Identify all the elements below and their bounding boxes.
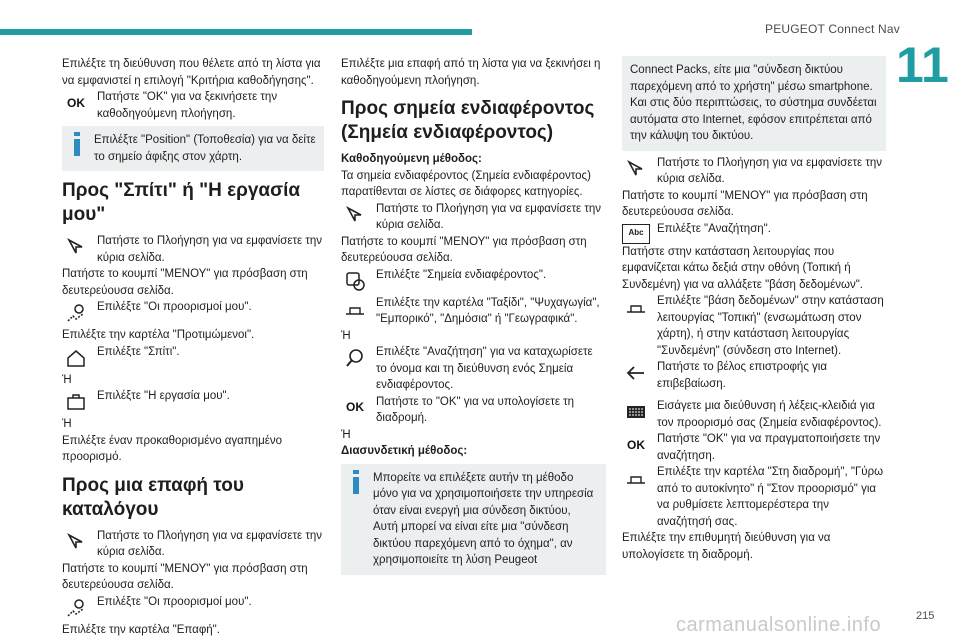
ok-button-icon: OK — [346, 400, 364, 415]
ok-button-icon: OK — [627, 437, 645, 452]
section-heading: Προς "Σπίτι" ή "Η εργασία μου" — [62, 180, 301, 225]
header-accent-bar — [0, 29, 472, 35]
paragraph: Επιλέξτε τη διεύθυνση που θέλετε από τη λίστα για να εμφανιστεί η επιλογή "Κριτήρια καθοδήγησης". — [62, 58, 321, 87]
info-icon — [70, 132, 84, 156]
navigation-icon — [62, 528, 90, 556]
poi-icon — [341, 267, 369, 295]
column-3: Connect Packs, είτε μια "σύνδεση δικτύου παρεχόμενη από το χρήστη" μέσω smartphone. Και στις δύο περιπτώσεις, το σύστημα συνδέεται αυτόματα στο Internet, εφόσον επιτρέπεται από την κάλυψη του δικτύου. Πατήστε το Πλοήγηση για να εμφανίσετε την κύρια σελίδα. Πατήστε το κουμπί "ΜΕΝΟΥ" για πρόσβαση στη δευτερεύουσα σελίδα. Abc Επιλέξτε "Αναζήτηση". Πατήστε στην κατάσταση λειτουργίας που εμφανίζεται κάτω δεξιά στην οθόνη (Τοπική ή Συνδεμένη) για να αλλάξετε "βάση δεδομένων". Επιλέξτε "βάση δεδομένων" στην κατάσταση λειτουργίας "Τοπική" (ενσωμάτωση στον χάρτη), ή στην κατάσταση λειτουργίας "Συνδεμένη" (σύνδεση στο Internet). Πατήστε το βέλος επιστροφής για επιβεβαίωση. Εισάγετε μια διεύθυνση ή λέξεις-κλειδιά για τον προορισμό σας (Σημεία ενδιαφέροντος). OK Πατήστε "OK" για να πραγματοποιήσετε την αναζήτηση. Επιλέξτε την καρτέλα "Στη διαδρομή", "Γύρω από το αυτοκίνητο" ή "Στον προορισμό" για να ρυθμίσετε λεπτομερέστερα την αναζήτησή σας. Επιλέξτε την επιθυμητή διεύθυνση για να υπολογίσετε τη διαδρομή. — [622, 56, 886, 563]
database-mode-icon — [622, 293, 650, 321]
subheading: Καθοδηγούμενη μέθοδος: — [341, 153, 482, 165]
page-number: 215 — [916, 610, 935, 622]
navigation-icon — [622, 155, 650, 183]
info-box: Επιλέξτε "Position" (Τοποθεσία) για να δείτε το σημείο άφιξης στον χάρτη. — [62, 126, 324, 171]
back-arrow-icon — [622, 359, 650, 387]
info-icon — [349, 470, 363, 494]
subheading: Διασυνδετική μέθοδος: — [341, 445, 468, 457]
watermark: carmanualsonline.info — [676, 614, 882, 636]
home-icon — [62, 344, 90, 372]
ok-button-icon: OK — [67, 95, 85, 110]
work-briefcase-icon — [62, 388, 90, 416]
column-1: Επιλέξτε τη διεύθυνση που θέλετε από τη λίστα για να εμφανιστεί η επιλογή "Κριτήρια καθοδήγησης". OK Πατήστε "OK" για να ξεκινήσετε την καθοδηγούμενη πλοήγηση. Επιλέξτε "Position" (Τοποθεσία) για να δείτε το σημείο άφιξης στον χάρτη. Προς "Σπίτι" ή "Η εργασία μου" Πατήστε το Πλοήγηση για να εμφανίσετε την κύρια σελίδα. Πατήστε το κουμπί "ΜΕΝΟΥ" για πρόσβαση στη δευτερεύουσα σελίδα. Επιλέξτε "Οι προορισμοί μου". Επιλέξτε την καρτέλα "Προτιμώμενοι". Επιλέξτε "Σπίτι". Ή Επιλέξτε "Η εργασία μου". Ή Επιλέξτε έναν προκαθορισμένο αγαπημένο προορισμό. Προς μια επαφή του καταλόγου Πατήστε το Πλοήγηση για να εμφανίσετε την κύρια σελίδα. Πατήστε το κουμπί "ΜΕΝΟΥ" για πρόσβαση στη δευτερεύουσα σελίδα. Επιλέξτε "Οι προορισμοί μου". Επιλέξτε την καρτέλα "Επαφή". — [62, 58, 323, 636]
section-heading: Προς μια επαφή του καταλόγου — [62, 474, 244, 520]
info-box-continued: Connect Packs, είτε μια "σύνδεση δικτύου παρεχόμενη από το χρήστη" μέσω smartphone. Και στις δύο περιπτώσεις, το σύστημα συνδέεται αυτόματα στο Internet, εφόσον επιτρέπεται από την κάλυψη του δικτύου. — [622, 56, 886, 151]
tab-icon — [341, 295, 369, 323]
tab-icon — [622, 464, 650, 492]
destinations-icon — [62, 594, 90, 622]
chapter-number: 11 — [896, 37, 949, 93]
navigation-icon — [341, 201, 369, 229]
instruction-ok: OK Πατήστε "OK" για να ξεκινήσετε την καθοδηγούμενη πλοήγηση. — [62, 89, 324, 122]
abc-search-icon: Abc — [622, 224, 650, 244]
search-icon — [341, 344, 369, 372]
destinations-icon — [62, 299, 90, 327]
header-title: PEUGEOT Connect Nav — [765, 22, 900, 36]
keyboard-icon — [622, 398, 650, 426]
section-heading: Προς σημεία ενδιαφέροντος (Σημεία ενδιαφέροντος) — [341, 98, 595, 143]
info-box: Μπορείτε να επιλέξετε αυτήν τη μέθοδο μόνο για να χρησιμοποιήσετε την υπηρεσία όταν είναι ενεργή μια σύνδεση δικτύου, Αυτή μπορεί να είναι είτε μια "σύνδεση δικτύου παρεχόμενη από το όχημα", αν χρησιμοποιείτε τη λύση Peugeot — [341, 464, 606, 575]
navigation-icon — [62, 233, 90, 261]
column-2: Επιλέξτε μια επαφή από τη λίστα για να ξεκινήσει η καθοδηγούμενη πλοήγηση. Προς σημεία ενδιαφέροντος (Σημεία ενδιαφέροντος) Καθοδηγούμενη μέθοδος: Τα σημεία ενδιαφέροντος (Σημεία ενδιαφέροντος) παρατίθενται σε λίστες σε διάφορες κατηγορίες. Πατήστε το Πλοήγηση για να εμφανίσετε την κύρια σελίδα. Πατήστε το κουμπί "ΜΕΝΟΥ" για πρόσβαση στη δευτερεύουσα σελίδα. Επιλέξτε "Σημεία ενδιαφέροντος". Επιλέξτε την καρτέλα "Ταξίδι", "Ψυχαγωγία", "Εμπορικό", "Δημόσια" ή "Γεωγραφικά". Ή Επιλέξτε "Αναζήτηση" για να καταχωρίσετε το όνομα και τη διεύθυνση ενός Σημεία ενδιαφέροντος. OK Πατήστε το "OK" για να υπολογίσετε τη διαδρομή. Ή Διασυνδετική μέθοδος: Μπορείτε να επιλέξετε αυτήν τη μέθοδο μόνο για να χρησιμοποιήσετε την υπηρεσία όταν είναι ενεργή μια σύνδεση δικτύου, Αυτή μπορεί να είναι είτε μια "σύνδεση δικτύου παρεχόμενη από το όχημα", αν χρησιμοποιείτε τη λύση Peugeot — [341, 56, 606, 579]
